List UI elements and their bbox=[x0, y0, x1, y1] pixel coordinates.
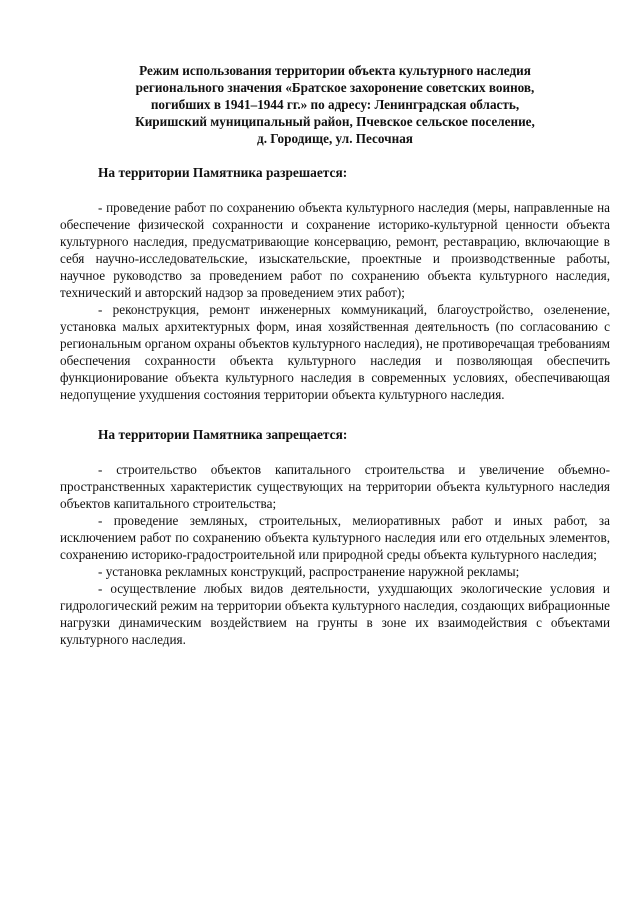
title-line: регионального значения «Братское захоронение советских воинов, bbox=[135, 80, 535, 95]
title-line: д. Городище, ул. Песочная bbox=[257, 131, 413, 146]
forbidden-item: - осуществление любых видов деятельности, ухудшающих экологические условия и гидрологический режим на территории объекта культурного наследия, создающих вибрационные нагрузки динамическим воздействием на грунты в зоне их взаимодействия с объектами культурного наследия. bbox=[60, 581, 610, 647]
allowed-item: - проведение работ по сохранению объекта культурного наследия (меры, направленные на обеспечение физической сохранности и сохранение историко-культурной ценности объекта культурного наследия, предусматривающие консервацию, ремонт, реставрацию, включающие в себя научно-исследовательские, изыскательские, проектные и производственные работы, научное руководство за проведением работ по сохранению объекта культурного наследия, технический и авторский надзор за проведением этих работ); bbox=[60, 200, 610, 300]
title-line: Режим использования территории объекта культурного наследия bbox=[139, 63, 531, 78]
allowed-heading: На территории Памятника разрешается: bbox=[98, 165, 348, 180]
allowed-item: - реконструкция, ремонт инженерных коммуникаций, благоустройство, озеленение, установка малых архитектурных форм, иная хозяйственная деятельность (по согласованию с региональным органом охраны объектов культурного наследия), не противоречащая требованиям обеспечения сохранности объекта культурного наследия и позволяющая обеспечить функционирование объекта культурного наследия в современных условиях, обеспечивающая недопущение ухудшения состояния территории объекта культурного наследия. bbox=[60, 302, 610, 402]
forbidden-heading: На территории Памятника запрещается: bbox=[98, 427, 348, 442]
forbidden-list bbox=[60, 461, 610, 648]
forbidden-item: - установка рекламных конструкций, распространение наружной рекламы; bbox=[98, 564, 520, 579]
document-title bbox=[60, 62, 610, 147]
title-line: погибших в 1941–1944 гг.» по адресу: Ленинградская область, bbox=[150, 97, 520, 112]
allowed-list bbox=[60, 199, 610, 403]
forbidden-item: - проведение земляных, строительных, мелиоративных работ и иных работ, за исключением работ по сохранению объекта культурного наследия или его отдельных элементов, сохранению историко-градостроительной или природной среды объекта культурного наследия; bbox=[60, 513, 610, 562]
forbidden-item: - строительство объектов капитального строительства и увеличение объемно-пространственных характеристик существующих на территории объекта культурного наследия объектов капитального строительства; bbox=[60, 462, 610, 511]
title-line: Киришский муниципальный район, Пчевское сельское поселение, bbox=[135, 114, 535, 129]
